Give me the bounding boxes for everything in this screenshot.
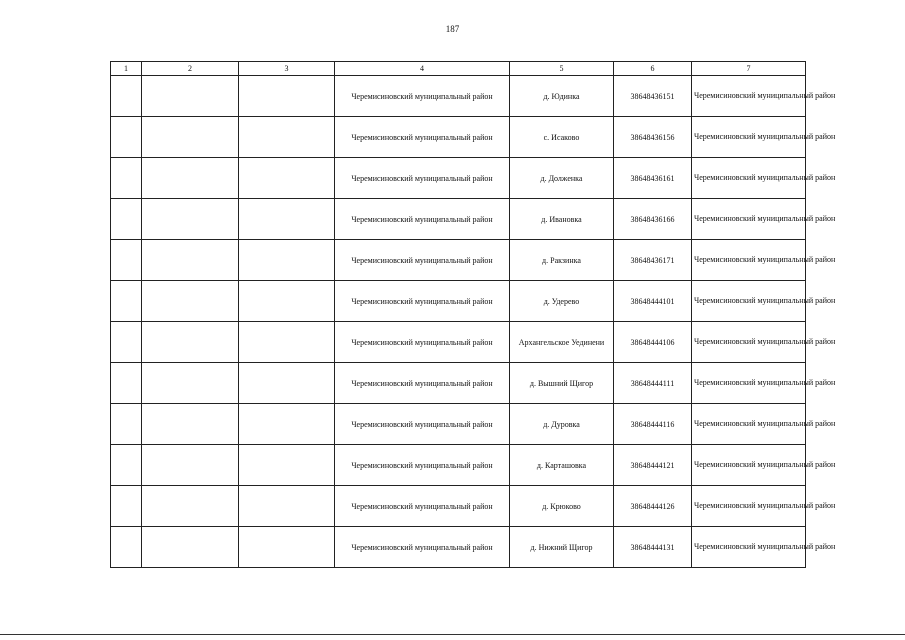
cell-settlement: д. Удерево — [510, 281, 614, 322]
cell-district: Черемисиновский муниципальный район — [335, 158, 510, 199]
cell-col3 — [239, 158, 335, 199]
cell-index — [111, 322, 142, 363]
page-number: 187 — [445, 24, 460, 34]
cell-index — [111, 281, 142, 322]
table-row — [111, 404, 806, 445]
cell-municipality: Черемисиновский муниципальный район — [692, 527, 806, 568]
column-header: 1 — [111, 62, 142, 76]
cell-col2 — [142, 486, 239, 527]
cell-col2 — [142, 445, 239, 486]
cell-col2 — [142, 76, 239, 117]
cell-oktmo-code: 38648436151 — [614, 76, 692, 117]
cell-settlement: д. Юдинка — [510, 76, 614, 117]
cell-col3 — [239, 363, 335, 404]
table-row — [111, 76, 806, 117]
cell-index — [111, 486, 142, 527]
table-row — [111, 281, 806, 322]
cell-municipality: Черемисиновский муниципальный район — [692, 117, 806, 158]
cell-col3 — [239, 527, 335, 568]
cell-oktmo-code: 38648436171 — [614, 240, 692, 281]
cell-col2 — [142, 322, 239, 363]
cell-district: Черемисиновский муниципальный район — [335, 486, 510, 527]
cell-col2 — [142, 199, 239, 240]
cell-municipality: Черемисиновский муниципальный район — [692, 322, 806, 363]
column-header: 7 — [692, 62, 806, 76]
cell-index — [111, 158, 142, 199]
cell-col3 — [239, 322, 335, 363]
cell-municipality: Черемисиновский муниципальный район — [692, 76, 806, 117]
cell-col2 — [142, 240, 239, 281]
cell-col2 — [142, 363, 239, 404]
cell-municipality: Черемисиновский муниципальный район — [692, 445, 806, 486]
cell-settlement: д. Вышний Щигор — [510, 363, 614, 404]
cell-oktmo-code: 38648436166 — [614, 199, 692, 240]
cell-district: Черемисиновский муниципальный район — [335, 445, 510, 486]
cell-district: Черемисиновский муниципальный район — [335, 281, 510, 322]
cell-district: Черемисиновский муниципальный район — [335, 363, 510, 404]
table-row — [111, 486, 806, 527]
column-header: 2 — [142, 62, 239, 76]
cell-municipality: Черемисиновский муниципальный район — [692, 240, 806, 281]
cell-col3 — [239, 486, 335, 527]
cell-municipality: Черемисиновский муниципальный район — [692, 404, 806, 445]
cell-oktmo-code: 38648436161 — [614, 158, 692, 199]
page-edge-line — [0, 634, 905, 635]
table-row — [111, 240, 806, 281]
cell-oktmo-code: 38648444131 — [614, 527, 692, 568]
cell-district: Черемисиновский муниципальный район — [335, 404, 510, 445]
cell-settlement: д. Карташовка — [510, 445, 614, 486]
cell-index — [111, 199, 142, 240]
cell-district: Черемисиновский муниципальный район — [335, 240, 510, 281]
cell-settlement: д. Нижний Щигор — [510, 527, 614, 568]
cell-settlement: д. Ракзинка — [510, 240, 614, 281]
column-header: 6 — [614, 62, 692, 76]
cell-col3 — [239, 404, 335, 445]
cell-district: Черемисиновский муниципальный район — [335, 527, 510, 568]
column-header: 5 — [510, 62, 614, 76]
cell-municipality: Черемисиновский муниципальный район — [692, 158, 806, 199]
data-table — [110, 61, 836, 568]
cell-district: Черемисиновский муниципальный район — [335, 117, 510, 158]
cell-index — [111, 404, 142, 445]
cell-col2 — [142, 117, 239, 158]
cell-oktmo-code: 38648444106 — [614, 322, 692, 363]
cell-oktmo-code: 38648444116 — [614, 404, 692, 445]
cell-col2 — [142, 527, 239, 568]
table-row — [111, 527, 806, 568]
cell-oktmo-code: 38648444126 — [614, 486, 692, 527]
cell-settlement: с. Исаково — [510, 117, 614, 158]
cell-settlement: д. Долженка — [510, 158, 614, 199]
table-row — [111, 363, 806, 404]
cell-col3 — [239, 240, 335, 281]
cell-index — [111, 363, 142, 404]
table-row — [111, 117, 806, 158]
cell-index — [111, 527, 142, 568]
cell-col3 — [239, 117, 335, 158]
cell-settlement: д. Крюково — [510, 486, 614, 527]
column-header: 4 — [335, 62, 510, 76]
cell-col2 — [142, 158, 239, 199]
cell-municipality: Черемисиновский муниципальный район — [692, 363, 806, 404]
cell-settlement: д. Дуровка — [510, 404, 614, 445]
cell-oktmo-code: 38648444121 — [614, 445, 692, 486]
cell-index — [111, 76, 142, 117]
cell-oktmo-code: 38648436156 — [614, 117, 692, 158]
cell-municipality: Черемисиновский муниципальный район — [692, 199, 806, 240]
cell-col3 — [239, 76, 335, 117]
cell-col3 — [239, 199, 335, 240]
cell-index — [111, 117, 142, 158]
cell-index — [111, 240, 142, 281]
cell-district: Черемисиновский муниципальный район — [335, 322, 510, 363]
cell-settlement: д. Ивановка — [510, 199, 614, 240]
cell-district: Черемисиновский муниципальный район — [335, 76, 510, 117]
table-row — [111, 158, 806, 199]
table-row — [111, 445, 806, 486]
cell-col2 — [142, 404, 239, 445]
cell-oktmo-code: 38648444101 — [614, 281, 692, 322]
header-row — [111, 62, 806, 76]
cell-oktmo-code: 38648444111 — [614, 363, 692, 404]
cell-col2 — [142, 281, 239, 322]
table-row — [111, 322, 806, 363]
cell-settlement: Архангельское Уединени — [510, 322, 614, 363]
table-row — [111, 199, 806, 240]
cell-district: Черемисиновский муниципальный район — [335, 199, 510, 240]
cell-col3 — [239, 281, 335, 322]
cell-municipality: Черемисиновский муниципальный район — [692, 486, 806, 527]
cell-index — [111, 445, 142, 486]
cell-col3 — [239, 445, 335, 486]
cell-municipality: Черемисиновский муниципальный район — [692, 281, 806, 322]
column-header: 3 — [239, 62, 335, 76]
